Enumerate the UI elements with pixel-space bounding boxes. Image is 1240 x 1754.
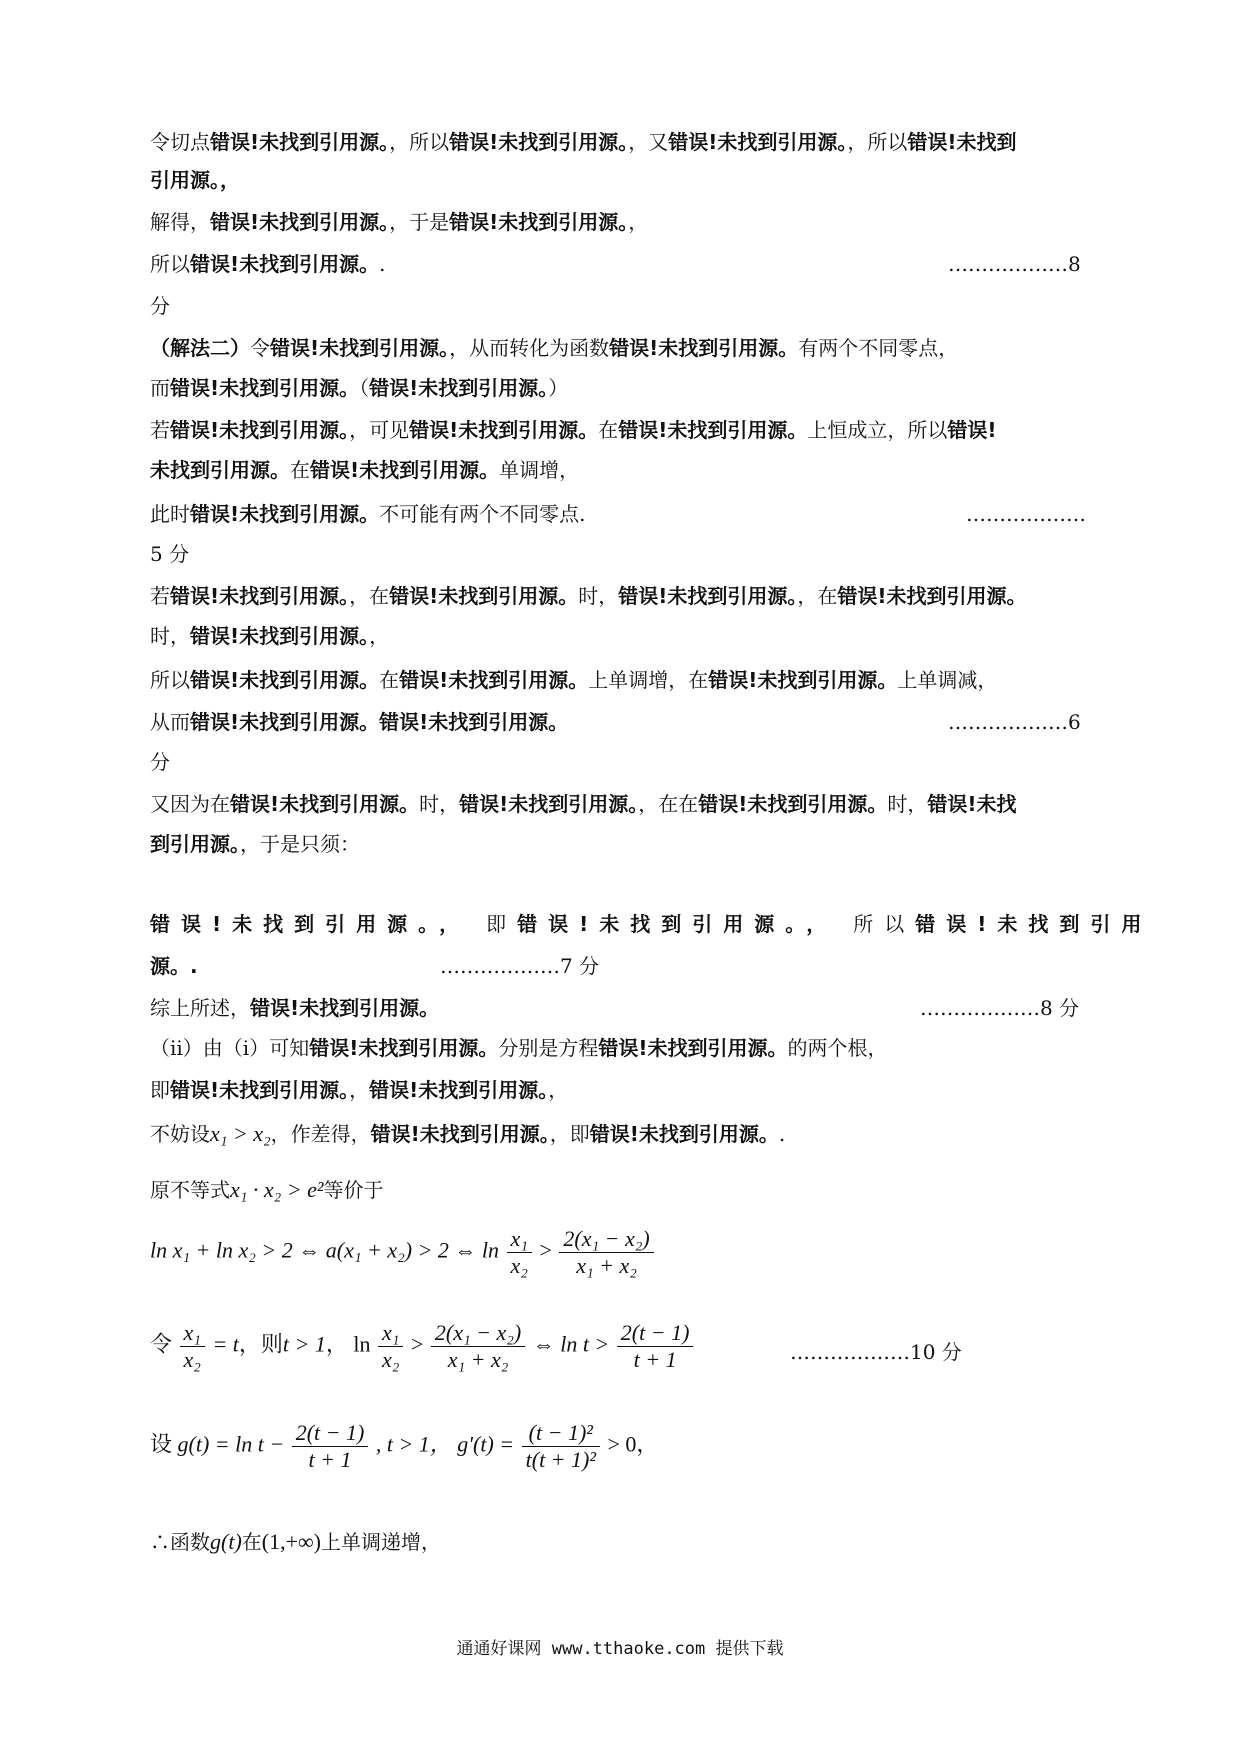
error-ref: 未找到引用源。 <box>150 458 290 482</box>
denominator: x₂ <box>183 1347 201 1372</box>
text-line <box>150 708 568 736</box>
math-inline: g(t) <box>210 1529 242 1554</box>
text: ，又 <box>628 130 669 154</box>
text: 有两个不同零点， <box>798 336 959 360</box>
error-ref: 错误!未找到引用源。 <box>449 210 629 234</box>
error-ref: 错误!未找到引用 <box>915 912 1153 936</box>
text-line <box>150 994 439 1022</box>
text: 若 <box>150 584 170 608</box>
error-ref: 错误!未找到引用源。 <box>210 130 390 154</box>
error-ref: 错误!未找到引用源。 <box>190 252 380 276</box>
denominator: x₂ <box>510 1253 528 1278</box>
text: ，所以 <box>847 130 908 154</box>
text-line <box>150 456 579 484</box>
text: . <box>379 252 386 276</box>
text-line: 源。. <box>150 954 198 978</box>
error-ref: 到引用源。 <box>150 832 240 856</box>
error-ref: 错误!未找到引用源。 <box>270 336 450 360</box>
denominator: x₁ + x₂ <box>576 1253 637 1278</box>
text: ，可见 <box>349 418 410 442</box>
text: 的两个根， <box>787 1036 888 1060</box>
text: 在 <box>290 458 310 482</box>
text: 解得， <box>150 210 210 234</box>
error-ref: 错误!未找到引用源。 <box>309 1036 499 1060</box>
error-ref: 错误!未找到引用源。 <box>598 1036 788 1060</box>
score-marker: ………………7 分 <box>440 954 600 978</box>
fraction <box>292 1420 369 1473</box>
fraction <box>431 1320 525 1373</box>
text: 所以 <box>150 668 190 692</box>
text: 所以 <box>853 912 916 936</box>
text-line <box>150 250 385 278</box>
text: ，在在 <box>638 792 699 816</box>
text-line <box>150 208 648 236</box>
math-equation <box>150 1226 656 1279</box>
error-ref: 错误!未找到引用源。 <box>698 792 888 816</box>
text: 此时 <box>150 502 190 526</box>
text-line: 引用源。， <box>150 168 240 192</box>
text: 时， <box>150 624 190 648</box>
text-line <box>150 1176 384 1204</box>
text: ） <box>548 376 569 400</box>
text-line: 分 <box>150 750 170 774</box>
text-line: 5 分 <box>150 542 190 566</box>
error-ref: 错误!未找到引用源。 <box>369 376 549 400</box>
math-text: ln <box>353 1331 371 1357</box>
text: ，在 <box>349 584 390 608</box>
page-footer: 通通好课网 www.tthaoke.com 提供下载 <box>456 1639 784 1659</box>
error-ref: 错误!未找到引用源。 <box>389 584 579 608</box>
numerator: x₁ <box>180 1320 205 1347</box>
error-ref: 错误! <box>947 418 997 442</box>
math-text: = t <box>212 1331 239 1357</box>
text: ，作差得， <box>270 1122 371 1146</box>
numerator: 2(t − 1) <box>617 1320 694 1347</box>
text: ，所以 <box>389 130 450 154</box>
math-equation <box>150 1320 695 1373</box>
text: 等价于 <box>323 1178 384 1202</box>
text-line <box>150 830 360 858</box>
math-text: > <box>539 1237 552 1263</box>
text: 所以 <box>150 252 190 276</box>
error-ref: 错误!未找到引用源。 <box>379 710 569 734</box>
text-line: 分 <box>150 294 170 318</box>
text-line <box>150 1528 441 1556</box>
text: 设 <box>150 1431 173 1457</box>
error-ref: 错误!未找到引用源。 <box>618 418 808 442</box>
method-label: （解法二） <box>150 336 250 360</box>
error-ref: 错误!未找到引用源。， <box>150 912 471 936</box>
text: 在 <box>241 1530 262 1554</box>
text-line <box>150 416 997 444</box>
error-ref: 错误!未找到引用源。 <box>170 418 350 442</box>
error-ref: 错误!未找到引用源。 <box>837 584 1027 608</box>
text: 即 <box>486 912 518 936</box>
error-ref: 错误!未找到引用源。 <box>190 502 380 526</box>
text-line <box>150 666 997 694</box>
text: 若 <box>150 418 170 442</box>
score-marker: ………………8 <box>948 252 1081 276</box>
text: 单调增， <box>499 458 580 482</box>
error-ref: 错误!未找到引用源。 <box>589 1122 779 1146</box>
error-ref: 错误!未找到引用源。 <box>190 624 370 648</box>
text: 令 <box>150 1331 173 1357</box>
text: 不妨设 <box>150 1122 210 1146</box>
math-inline: x₁ > x₂ <box>210 1121 271 1146</box>
text: ，于是只须： <box>240 832 360 856</box>
error-ref: 错误!未找到引用源。 <box>230 792 420 816</box>
math-inline: x₁ · x₂ > e² <box>230 1177 324 1202</box>
fraction <box>180 1320 205 1373</box>
error-ref: 错误!未找到引用源。 <box>190 668 380 692</box>
error-ref: 错误!未找到引用源。 <box>459 792 639 816</box>
text-line <box>150 374 568 402</box>
math-inline: (1,+∞) <box>261 1529 322 1554</box>
text: 令 <box>250 336 270 360</box>
text-line <box>150 910 1152 938</box>
text: 上恒成立，所以 <box>807 418 948 442</box>
text: ，于是 <box>389 210 450 234</box>
score-marker: ………………8 分 <box>920 996 1080 1020</box>
numerator: x₁ <box>378 1320 403 1347</box>
denominator: t + 1 <box>308 1447 352 1472</box>
text-line <box>150 1120 785 1148</box>
text-line <box>150 1034 887 1062</box>
text: 时， <box>419 792 460 816</box>
fraction <box>522 1420 600 1473</box>
text: ， <box>548 1078 569 1102</box>
text: 原不等式 <box>150 1178 230 1202</box>
numerator: 2(x₁ − x₂) <box>559 1226 653 1253</box>
fraction <box>378 1320 403 1373</box>
score-marker: ……………… <box>966 502 1086 526</box>
error-ref: 错误!未找到引用源。 <box>370 1122 550 1146</box>
math-text: g(t) = ln t − <box>177 1431 285 1457</box>
numerator: 2(x₁ − x₂) <box>431 1320 525 1347</box>
numerator: x₁ <box>507 1226 532 1253</box>
text: 分别是方程 <box>498 1036 599 1060</box>
error-ref: 错误!未找到引用源。 <box>310 458 500 482</box>
text: 时， <box>578 584 619 608</box>
math-equation <box>150 1420 658 1473</box>
text: ， <box>369 624 390 648</box>
error-ref: 错误!未找到 <box>907 130 1017 154</box>
text: ， <box>325 1331 348 1357</box>
text: ，在 <box>797 584 838 608</box>
numerator: (t − 1)² <box>522 1420 600 1447</box>
text-line <box>150 334 958 362</box>
text: 时， <box>887 792 928 816</box>
text: ，即 <box>549 1122 590 1146</box>
text: ，从而转化为函数 <box>449 336 610 360</box>
error-ref: 错误!未找到引用源。 <box>190 710 380 734</box>
denominator: x₂ <box>382 1347 400 1372</box>
denominator: x₁ + x₂ <box>447 1347 509 1372</box>
error-ref: 错误!未找到引用源。 <box>449 130 629 154</box>
text-line <box>150 500 585 528</box>
text: 即 <box>150 1078 170 1102</box>
math-text: > 0， <box>607 1431 659 1457</box>
text: . <box>778 1122 786 1146</box>
text-line <box>150 1076 568 1104</box>
text: 又因为在 <box>150 792 230 816</box>
text: 上单调减， <box>897 668 998 692</box>
error-ref: 错误!未找到引用源。 <box>170 376 360 400</box>
text: 在 <box>379 668 400 692</box>
score-marker: ………………6 <box>948 710 1081 734</box>
math-text: , t > 1， <box>375 1431 452 1457</box>
text-line <box>150 622 389 650</box>
error-ref: 错误!未找到引用源。 <box>708 668 898 692</box>
text: 而 <box>150 376 170 400</box>
math-text: t > 1 <box>282 1331 326 1357</box>
error-ref: 错误!未找到引用源。 <box>399 668 589 692</box>
error-ref: 错误!未找到引用源。， <box>517 912 838 936</box>
math-text: > <box>410 1331 424 1357</box>
text: 上单调增，在 <box>588 668 709 692</box>
error-ref: 错误!未找到引用源。 <box>170 1078 350 1102</box>
fraction <box>507 1226 532 1279</box>
score-marker: ………………10 分 <box>790 1340 962 1364</box>
denominator: t + 1 <box>633 1347 677 1372</box>
error-ref: 错误!未找到引用源。 <box>618 584 798 608</box>
error-ref: 错误!未找到引用源。 <box>369 1078 549 1102</box>
math-text: ln x₁ + ln x₂ > 2 ⇔ a(x₁ + x₂) > 2 ⇔ ln <box>150 1237 500 1263</box>
error-ref: 错误!未找到引用源。 <box>409 418 599 442</box>
text: （ <box>359 376 370 400</box>
error-ref: 错误!未找到引用源。 <box>668 130 848 154</box>
math-text: ⇔ ln t > <box>532 1331 610 1357</box>
text: 不可能有两个不同零点. <box>379 502 586 526</box>
text: 上单调递增， <box>321 1530 442 1554</box>
text: ， <box>628 210 649 234</box>
text-line <box>150 582 1027 610</box>
text-line <box>150 128 1017 156</box>
text: ， <box>349 1078 370 1102</box>
error-ref: 错误!未找 <box>927 792 1017 816</box>
text-line <box>150 790 1017 818</box>
math-text: g'(t) = <box>457 1431 515 1457</box>
text: ∴函数 <box>150 1530 210 1554</box>
text: （ii）由（i）可知 <box>150 1036 310 1060</box>
fraction <box>559 1226 653 1279</box>
text: 在 <box>598 418 619 442</box>
error-ref: 错误!未找到引用源。 <box>170 584 350 608</box>
text: 从而 <box>150 710 190 734</box>
numerator: 2(t − 1) <box>292 1420 369 1447</box>
text: 令切点 <box>150 130 210 154</box>
error-ref: 错误!未找到引用源。 <box>609 336 799 360</box>
error-ref: 错误!未找到引用源。 <box>210 210 390 234</box>
text: ，则 <box>238 1331 283 1357</box>
fraction <box>617 1320 694 1373</box>
text: 综上所述， <box>150 996 250 1020</box>
error-ref: 错误!未找到引用源。 <box>250 996 440 1020</box>
denominator: t(t + 1)² <box>525 1447 596 1472</box>
